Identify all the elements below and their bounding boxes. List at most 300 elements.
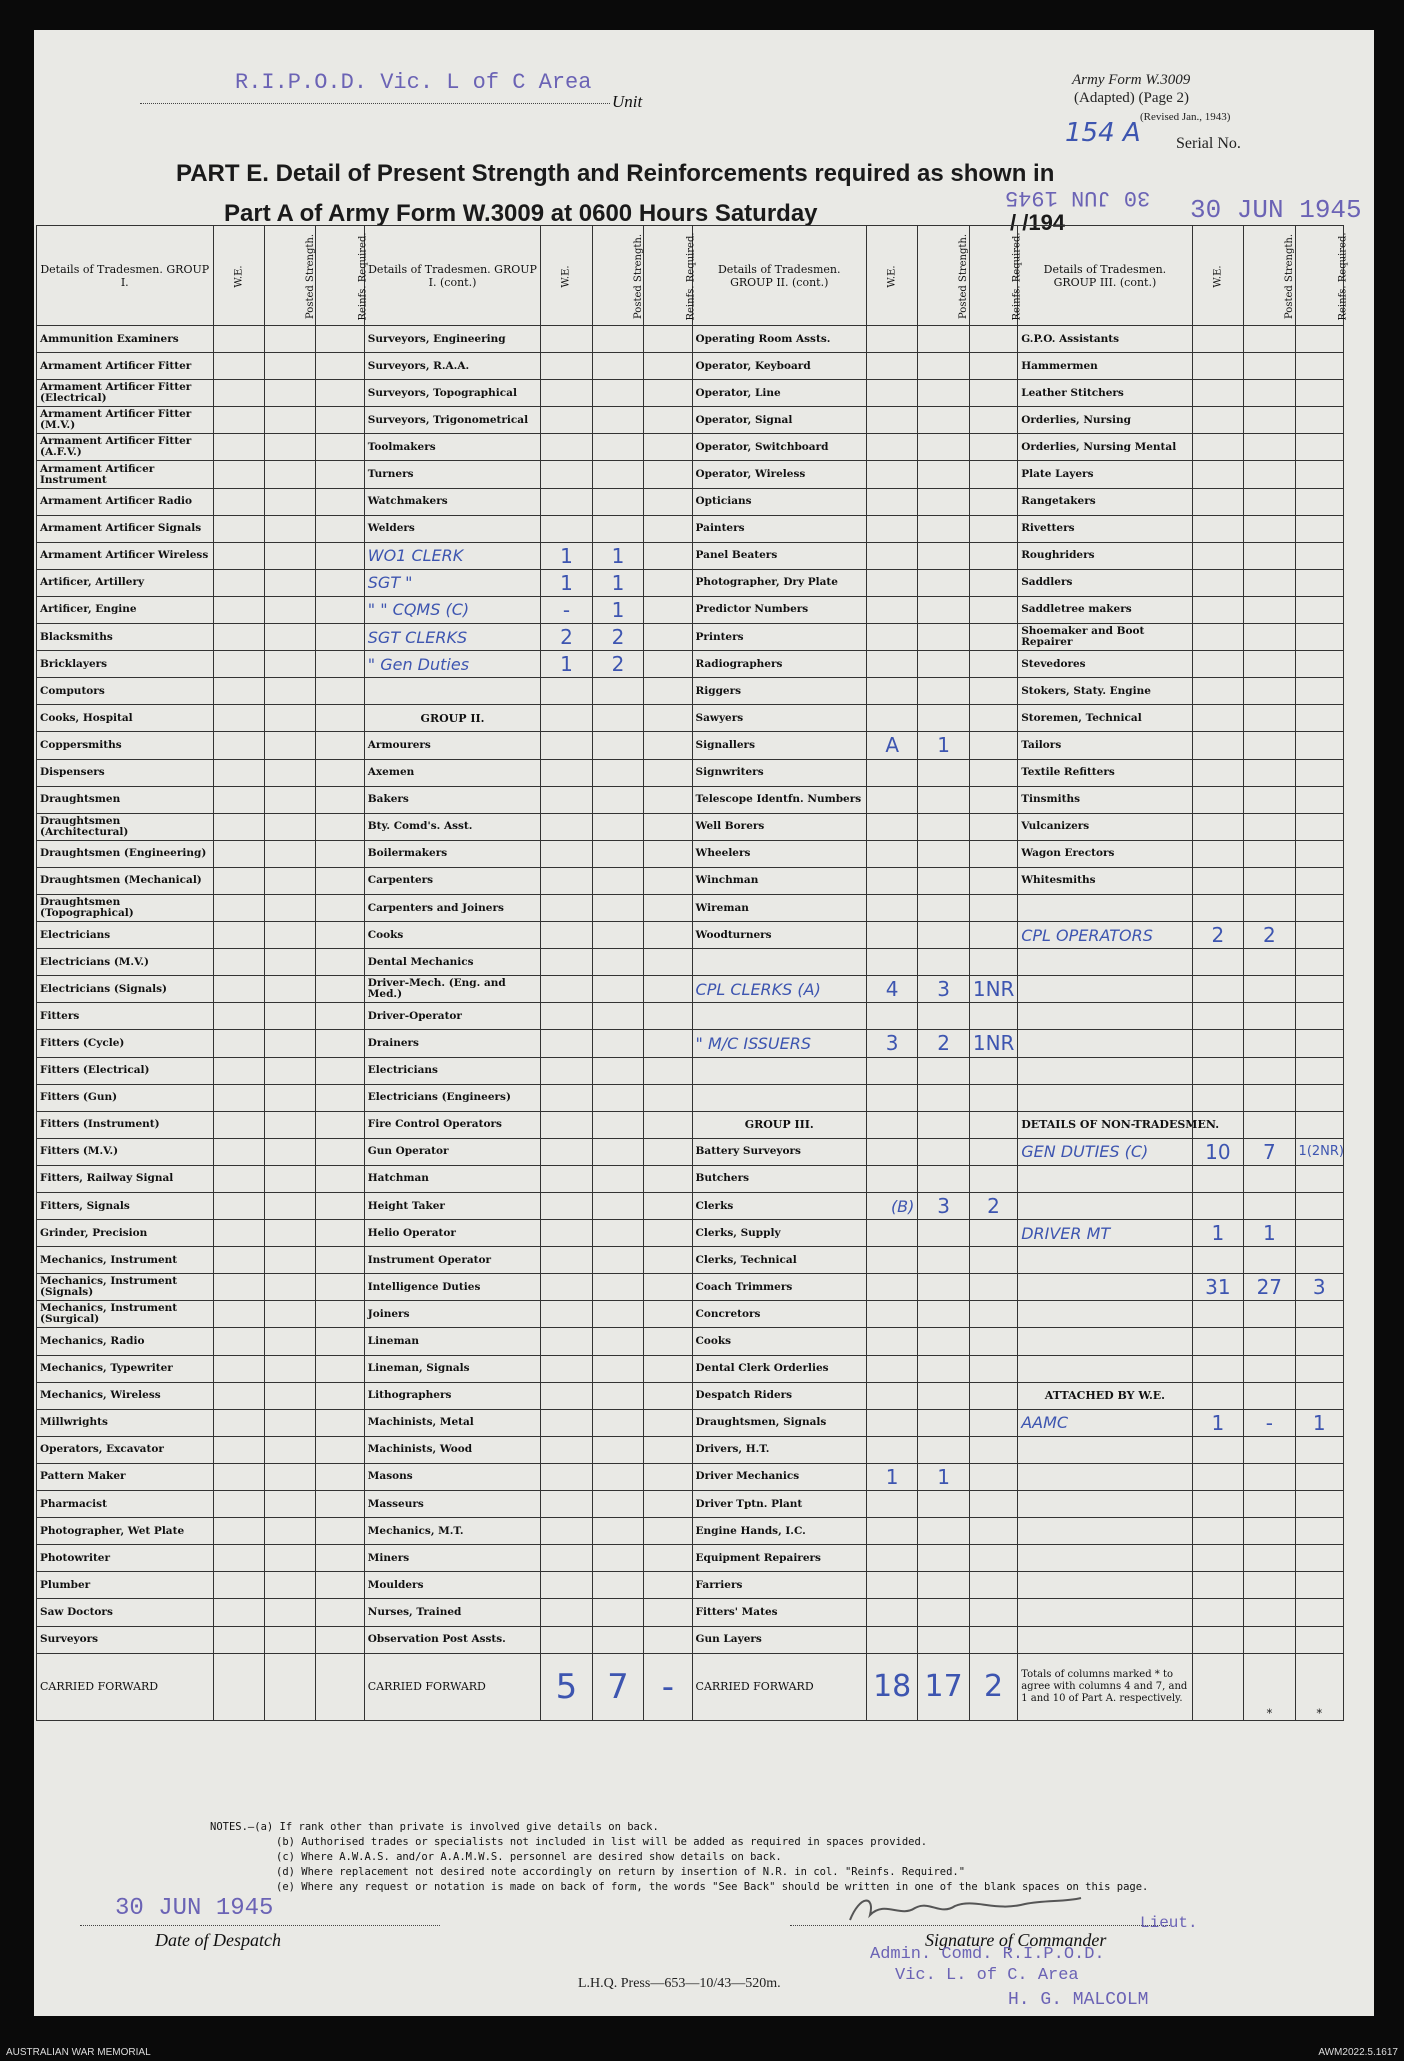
- reinfs-cell: [1295, 1057, 1343, 1084]
- posted-cell: [1244, 1193, 1295, 1220]
- we-cell: 1: [541, 651, 592, 678]
- reinfs-cell: [644, 759, 692, 786]
- trade-label: Butchers: [692, 1165, 866, 1192]
- posted-cell: [592, 732, 643, 759]
- reinfs-cell: [1295, 678, 1343, 705]
- trade-label: Draughtsmen (Architectural): [37, 813, 214, 840]
- posted-cell: [592, 1274, 643, 1301]
- trade-label: [1018, 1003, 1192, 1030]
- trade-label: Panel Beaters: [692, 542, 866, 569]
- reinfs-cell: [644, 976, 692, 1003]
- reinfs-cell: [316, 1355, 364, 1382]
- trade-label: Saw Doctors: [37, 1599, 214, 1626]
- printer-imprint: L.H.Q. Press—653—10/43—520m.: [578, 1976, 781, 1991]
- trade-label: Photographer, Wet Plate: [37, 1518, 214, 1545]
- col-we: W.E.: [541, 226, 592, 326]
- reinfs-cell: [969, 1409, 1017, 1436]
- table-row: [37, 1274, 1344, 1301]
- trade-label: Fitters (Cycle): [37, 1030, 214, 1057]
- table-row: [37, 867, 1344, 894]
- reinfs-cell: [316, 1328, 364, 1355]
- trade-label: Intelligence Duties: [364, 1274, 541, 1301]
- posted-cell: [1244, 1247, 1295, 1274]
- posted-cell: [1244, 813, 1295, 840]
- reinfs-cell: [644, 1301, 692, 1328]
- posted-cell: [264, 1599, 315, 1626]
- trade-label: Helio Operator: [364, 1220, 541, 1247]
- reinfs-cell: 1(2NR): [1295, 1138, 1343, 1165]
- posted-cell: [918, 1409, 969, 1436]
- table-row: [37, 678, 1344, 705]
- we-cell: [213, 461, 264, 488]
- posted-cell: [264, 1491, 315, 1518]
- trade-label: Draughtsmen: [37, 786, 214, 813]
- trade-label: Ammunition Examiners: [37, 326, 214, 353]
- posted-cell: [264, 461, 315, 488]
- we-cell: [1192, 1382, 1243, 1409]
- despatch-dotted-line: [80, 1925, 440, 1926]
- trade-label: Bty. Comd's. Asst.: [364, 813, 541, 840]
- trade-label: Mechanics, M.T.: [364, 1518, 541, 1545]
- col-details-group3-cont: Details of Tradesmen. GROUP III. (cont.): [1018, 226, 1192, 326]
- we-cell: [213, 1545, 264, 1572]
- trade-label: [1018, 1626, 1192, 1653]
- we-cell: [213, 1274, 264, 1301]
- reinfs-cell: [644, 1545, 692, 1572]
- carried-forward-posted: 7: [592, 1653, 643, 1720]
- we-cell: [541, 840, 592, 867]
- trade-label: Plumber: [37, 1572, 214, 1599]
- posted-cell: [264, 1301, 315, 1328]
- trade-label: Clerks, Supply: [692, 1220, 866, 1247]
- trade-label: Driver-Mech. (Eng. and Med.): [364, 976, 541, 1003]
- table-row: [37, 1165, 1344, 1192]
- posted-cell: [264, 1003, 315, 1030]
- we-cell: [541, 894, 592, 921]
- reinfs-cell: [644, 1436, 692, 1463]
- trade-label: Rangetakers: [1018, 488, 1192, 515]
- posted-cell: 3: [918, 1193, 969, 1220]
- posted-cell: [264, 569, 315, 596]
- reinfs-cell: [1295, 1572, 1343, 1599]
- we-cell: 10: [1192, 1138, 1243, 1165]
- posted-cell: [264, 759, 315, 786]
- admin-stamp-line-1: Admin. Comd. R.I.P.O.D.: [870, 1945, 1105, 1964]
- reinfs-cell: [644, 1463, 692, 1490]
- reinfs-cell: [644, 407, 692, 434]
- trade-label: Dispensers: [37, 759, 214, 786]
- reinfs-cell: [316, 840, 364, 867]
- trade-label: Electricians: [364, 1057, 541, 1084]
- posted-cell: [592, 813, 643, 840]
- unit-stamp: R.I.P.O.D. Vic. L of C Area: [235, 70, 592, 95]
- carried-forward-row: [37, 1653, 1344, 1720]
- posted-cell: [1244, 326, 1295, 353]
- posted-cell: [1244, 434, 1295, 461]
- reinfs-cell: [969, 1545, 1017, 1572]
- posted-cell: [592, 1409, 643, 1436]
- trade-label: Cooks: [692, 1328, 866, 1355]
- col-we: W.E.: [866, 226, 917, 326]
- trade-label: GEN DUTIES (C): [1018, 1138, 1192, 1165]
- posted-cell: [264, 1463, 315, 1490]
- we-cell: [866, 515, 917, 542]
- posted-cell: [918, 1003, 969, 1030]
- we-cell: [866, 1328, 917, 1355]
- trade-label: Signwriters: [692, 759, 866, 786]
- reinfs-cell: [644, 461, 692, 488]
- trade-label: Electricians: [37, 922, 214, 949]
- trade-label: Sawyers: [692, 705, 866, 732]
- trade-label: [1018, 1030, 1192, 1057]
- trade-label: Textile Refitters: [1018, 759, 1192, 786]
- reinfs-cell: [969, 596, 1017, 623]
- we-cell: [1192, 434, 1243, 461]
- reinfs-cell: 2: [969, 1193, 1017, 1220]
- trade-label: " " CQMS (C): [364, 596, 541, 623]
- reinfs-cell: [969, 1491, 1017, 1518]
- trade-label: Saddlers: [1018, 569, 1192, 596]
- posted-cell: [918, 1274, 969, 1301]
- reinfs-cell: [969, 1003, 1017, 1030]
- posted-cell: [592, 1328, 643, 1355]
- we-cell: [1192, 542, 1243, 569]
- posted-cell: [264, 542, 315, 569]
- we-cell: [213, 326, 264, 353]
- we-cell: 1: [541, 569, 592, 596]
- trade-label: [1018, 1301, 1192, 1328]
- we-cell: [1192, 949, 1243, 976]
- we-cell: [541, 949, 592, 976]
- posted-cell: 1: [592, 569, 643, 596]
- trade-label: [1018, 1057, 1192, 1084]
- reinfs-cell: [644, 894, 692, 921]
- reinfs-cell: [969, 1084, 1017, 1111]
- trade-label: Gun Operator: [364, 1138, 541, 1165]
- reinfs-cell: [316, 326, 364, 353]
- trade-label: " Gen Duties: [364, 651, 541, 678]
- table-row: [37, 1382, 1344, 1409]
- reinfs-cell: [1295, 1355, 1343, 1382]
- reinfs-cell: [644, 1518, 692, 1545]
- col-details-group2-cont: Details of Tradesmen. GROUP II. (cont.): [692, 226, 866, 326]
- we-cell: [541, 1328, 592, 1355]
- reinfs-cell: [1295, 542, 1343, 569]
- we-cell: [866, 1165, 917, 1192]
- posted-cell: [264, 1409, 315, 1436]
- table-row: [37, 1247, 1344, 1274]
- table-row: [37, 1301, 1344, 1328]
- trade-label: Driver-Operator: [364, 1003, 541, 1030]
- we-cell: [541, 1111, 592, 1138]
- form-name: Army Form W.3009: [1072, 72, 1191, 88]
- posted-cell: [264, 922, 315, 949]
- reinfs-cell: [969, 1274, 1017, 1301]
- reinfs-cell: [969, 353, 1017, 380]
- posted-cell: [1244, 596, 1295, 623]
- trade-label: [1018, 1355, 1192, 1382]
- carried-forward-label: CARRIED FORWARD: [364, 1653, 541, 1720]
- we-cell: [1192, 894, 1243, 921]
- reinfs-cell: [1295, 1301, 1343, 1328]
- we-cell: [213, 1572, 264, 1599]
- we-cell: [213, 732, 264, 759]
- trade-label: Masons: [364, 1463, 541, 1490]
- we-cell: [1192, 786, 1243, 813]
- reinfs-cell: [969, 488, 1017, 515]
- we-cell: [541, 1382, 592, 1409]
- table-row: [37, 759, 1344, 786]
- posted-cell: [918, 434, 969, 461]
- we-cell: [866, 326, 917, 353]
- we-cell: [541, 1030, 592, 1057]
- col-reinfs: Reinfs. Required.: [316, 226, 364, 326]
- carried-forward-we: 18: [866, 1653, 917, 1720]
- trade-label: Coppersmiths: [37, 732, 214, 759]
- table-row: [37, 1491, 1344, 1518]
- posted-cell: [1244, 1165, 1295, 1192]
- trade-label: Clerks: [692, 1193, 866, 1220]
- reinfs-cell: [969, 1220, 1017, 1247]
- posted-cell: [1244, 1382, 1295, 1409]
- posted-cell: [1244, 407, 1295, 434]
- reinfs-cell: 1NR: [969, 1030, 1017, 1057]
- despatch-date-stamp: 30 JUN 1945: [115, 1895, 274, 1922]
- we-cell: [213, 922, 264, 949]
- reinfs-cell: [1295, 1111, 1343, 1138]
- posted-cell: [264, 1518, 315, 1545]
- posted-cell: [918, 922, 969, 949]
- we-cell: [213, 1301, 264, 1328]
- we-cell: [1192, 569, 1243, 596]
- serial-handwritten: 154 A: [1065, 118, 1141, 148]
- we-cell: [541, 380, 592, 407]
- we-cell: [1192, 976, 1243, 1003]
- we-cell: [213, 813, 264, 840]
- reinfs-cell: [969, 407, 1017, 434]
- reinfs-cell: [1295, 922, 1343, 949]
- posted-cell: [264, 1220, 315, 1247]
- reinfs-cell: [316, 434, 364, 461]
- carried-forward-we: 5: [541, 1653, 592, 1720]
- trade-label: Whitesmiths: [1018, 867, 1192, 894]
- trade-label: Mechanics, Instrument (Signals): [37, 1274, 214, 1301]
- reinfs-cell: [969, 1436, 1017, 1463]
- table-row: [37, 515, 1344, 542]
- trade-label: [1018, 1599, 1192, 1626]
- we-cell: [541, 353, 592, 380]
- reinfs-cell: [1295, 1436, 1343, 1463]
- date-stamp: 30 JUN 1945: [1190, 195, 1362, 225]
- reinfs-cell: [1295, 1545, 1343, 1572]
- trade-label: [692, 949, 866, 976]
- trade-label: Tailors: [1018, 732, 1192, 759]
- trade-label: Armament Artificer Wireless: [37, 542, 214, 569]
- we-cell: [866, 380, 917, 407]
- reinfs-cell: 1: [1295, 1409, 1343, 1436]
- posted-cell: [264, 894, 315, 921]
- we-cell: [866, 759, 917, 786]
- reinfs-cell: [1295, 1491, 1343, 1518]
- trade-label: Hatchman: [364, 1165, 541, 1192]
- trade-label: [1018, 1247, 1192, 1274]
- we-cell: [213, 353, 264, 380]
- posted-cell: [1244, 867, 1295, 894]
- table-row: [37, 922, 1344, 949]
- reinfs-cell: [316, 1463, 364, 1490]
- carried-forward-label: CARRIED FORWARD: [37, 1653, 214, 1720]
- we-cell: 1: [866, 1463, 917, 1490]
- reinfs-cell: [316, 1111, 364, 1138]
- signature-rank: Lieut.: [1140, 1914, 1198, 1932]
- trade-label: [1018, 1491, 1192, 1518]
- trade-label: Fitters, Signals: [37, 1193, 214, 1220]
- we-cell: [1192, 380, 1243, 407]
- trade-label: [692, 1003, 866, 1030]
- posted-cell: [592, 1247, 643, 1274]
- posted-cell: [918, 867, 969, 894]
- posted-cell: [918, 1518, 969, 1545]
- posted-cell: [1244, 488, 1295, 515]
- trade-label: Grinder, Precision: [37, 1220, 214, 1247]
- we-cell: [213, 1084, 264, 1111]
- reinfs-cell: [1295, 867, 1343, 894]
- reinfs-cell: [316, 1382, 364, 1409]
- we-cell: A: [866, 732, 917, 759]
- reinfs-cell: [316, 1518, 364, 1545]
- total-star: *: [1295, 1653, 1343, 1720]
- we-cell: [213, 1463, 264, 1490]
- we-cell: [213, 1138, 264, 1165]
- posted-cell: [592, 976, 643, 1003]
- table-row: [37, 705, 1344, 732]
- posted-cell: [918, 1355, 969, 1382]
- posted-cell: [592, 894, 643, 921]
- we-cell: [541, 1003, 592, 1030]
- reinfs-cell: [969, 678, 1017, 705]
- we-cell: [541, 1084, 592, 1111]
- posted-cell: [264, 488, 315, 515]
- admin-stamp-name: H. G. MALCOLM: [1008, 1990, 1149, 2010]
- trade-label: Lineman, Signals: [364, 1355, 541, 1382]
- trade-label: Operator, Wireless: [692, 461, 866, 488]
- posted-cell: [918, 596, 969, 623]
- reinfs-cell: 1NR: [969, 976, 1017, 1003]
- we-cell: [1192, 732, 1243, 759]
- posted-cell: 1: [918, 1463, 969, 1490]
- posted-cell: [918, 1111, 969, 1138]
- col-posted: Posted Strength.: [592, 226, 643, 326]
- posted-cell: [1244, 380, 1295, 407]
- trade-label: Signallers: [692, 732, 866, 759]
- trade-label: Rivetters: [1018, 515, 1192, 542]
- reinfs-cell: [644, 1409, 692, 1436]
- posted-cell: [592, 759, 643, 786]
- trade-label: Equipment Repairers: [692, 1545, 866, 1572]
- reinfs-cell: [316, 1626, 364, 1653]
- trade-label: Boilermakers: [364, 840, 541, 867]
- we-cell: [541, 976, 592, 1003]
- we-cell: [213, 759, 264, 786]
- trade-label: Machinists, Wood: [364, 1436, 541, 1463]
- we-cell: [213, 1382, 264, 1409]
- trade-label: Farriers: [692, 1572, 866, 1599]
- reinfs-cell: [644, 949, 692, 976]
- trade-label: Carpenters: [364, 867, 541, 894]
- we-cell: [213, 840, 264, 867]
- we-cell: [213, 1518, 264, 1545]
- reinfs-cell: [316, 1491, 364, 1518]
- we-cell: [541, 759, 592, 786]
- we-cell: [213, 678, 264, 705]
- posted-cell: [592, 434, 643, 461]
- trade-label: Joiners: [364, 1301, 541, 1328]
- reinfs-cell: [644, 624, 692, 651]
- reinfs-cell: [316, 1572, 364, 1599]
- trade-label: Operating Room Assts.: [692, 326, 866, 353]
- posted-cell: [1244, 515, 1295, 542]
- reinfs-cell: [316, 894, 364, 921]
- we-cell: [213, 515, 264, 542]
- reinfs-cell: [316, 922, 364, 949]
- we-cell: [213, 434, 264, 461]
- we-cell: [541, 461, 592, 488]
- reinfs-cell: [644, 1220, 692, 1247]
- posted-cell: [1244, 1545, 1295, 1572]
- we-cell: [213, 976, 264, 1003]
- trade-label: Leather Stitchers: [1018, 380, 1192, 407]
- trade-label: Woodturners: [692, 922, 866, 949]
- trade-label: Surveyors, Engineering: [364, 326, 541, 353]
- trade-label: [692, 1057, 866, 1084]
- trade-label: Shoemaker and Boot Repairer: [1018, 624, 1192, 651]
- reinfs-cell: [316, 759, 364, 786]
- posted-cell: [264, 1545, 315, 1572]
- table-row: [37, 461, 1344, 488]
- posted-cell: [918, 949, 969, 976]
- reinfs-cell: [969, 1247, 1017, 1274]
- we-cell: [1192, 1518, 1243, 1545]
- reinfs-cell: [969, 732, 1017, 759]
- trade-label: SGT ": [364, 569, 541, 596]
- we-cell: [866, 542, 917, 569]
- total-star: *: [1244, 1653, 1295, 1720]
- reinfs-cell: [644, 813, 692, 840]
- we-cell: [541, 434, 592, 461]
- trade-label: [1018, 1328, 1192, 1355]
- we-cell: [1192, 1193, 1243, 1220]
- table-row: [37, 1409, 1344, 1436]
- we-cell: [1192, 1165, 1243, 1192]
- trade-label: Mechanics, Radio: [37, 1328, 214, 1355]
- trade-label: WO1 CLERK: [364, 542, 541, 569]
- reinfs-cell: [644, 678, 692, 705]
- we-cell: [1192, 1463, 1243, 1490]
- posted-cell: [1244, 1111, 1295, 1138]
- reinfs-cell: [1295, 759, 1343, 786]
- posted-cell: 2: [592, 624, 643, 651]
- table-row: [37, 488, 1344, 515]
- reinfs-cell: [644, 705, 692, 732]
- trade-label: Drivers, H.T.: [692, 1436, 866, 1463]
- we-cell: [866, 1247, 917, 1274]
- we-cell: [541, 705, 592, 732]
- we-cell: [1192, 840, 1243, 867]
- reinfs-cell: [969, 380, 1017, 407]
- posted-cell: [1244, 1518, 1295, 1545]
- table-row: [37, 1030, 1344, 1057]
- despatch-label: Date of Despatch: [155, 1930, 281, 1950]
